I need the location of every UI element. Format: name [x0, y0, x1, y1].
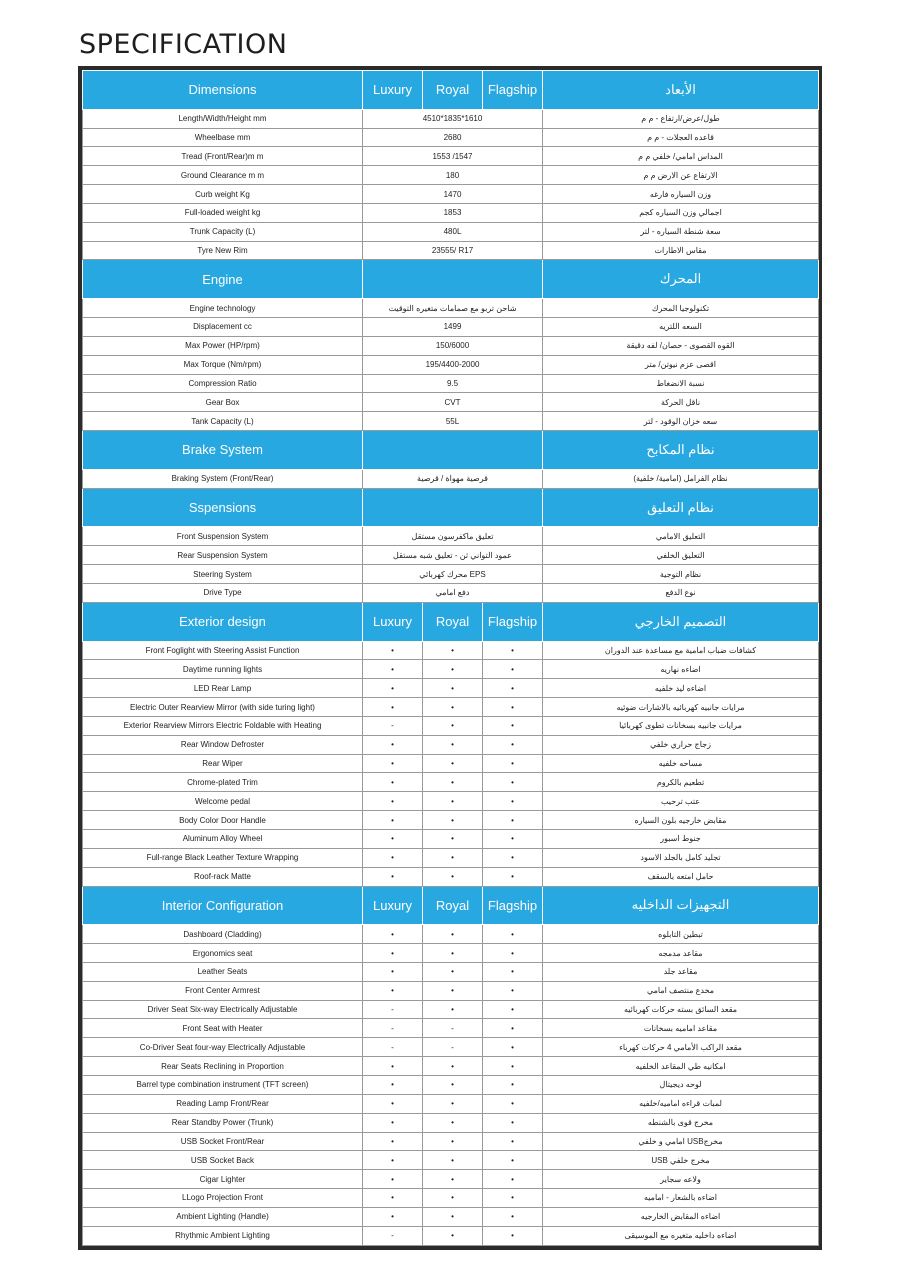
- availability-mark-royal: •: [423, 679, 483, 698]
- availability-mark-royal: •: [423, 1113, 483, 1132]
- spec-label-en: LLogo Projection Front: [83, 1189, 363, 1208]
- availability-mark-royal: -: [423, 1019, 483, 1038]
- availability-mark-flagship: •: [483, 679, 543, 698]
- spec-label-ar: زجاج حراري خلفي: [543, 735, 819, 754]
- availability-mark-royal: •: [423, 848, 483, 867]
- spec-label-ar: القوه القصوى - حصان/ لفه دقيقة: [543, 336, 819, 355]
- spec-label-en: Ambient Lighting (Handle): [83, 1207, 363, 1226]
- spec-label-en: USB Socket Back: [83, 1151, 363, 1170]
- section-title-ar: التصميم الخارجي: [543, 602, 819, 641]
- spec-row: [83, 1000, 819, 1019]
- availability-mark-luxury: •: [363, 1094, 423, 1113]
- availability-mark-luxury: •: [363, 1057, 423, 1076]
- spec-row: [83, 299, 819, 318]
- availability-mark-royal: •: [423, 716, 483, 735]
- availability-mark-royal: •: [423, 981, 483, 1000]
- availability-mark-royal: •: [423, 962, 483, 981]
- availability-mark-royal: -: [423, 1038, 483, 1057]
- spec-label-en: Reading Lamp Front/Rear: [83, 1094, 363, 1113]
- spec-label-ar: ولاعه سجاير: [543, 1170, 819, 1189]
- spec-row: [83, 1038, 819, 1057]
- spec-label-en: Rear Wiper: [83, 754, 363, 773]
- spec-label-ar: تطعيم بالكروم: [543, 773, 819, 792]
- spec-label-en: Daytime running lights: [83, 660, 363, 679]
- spec-label-en: Wheelbase mm: [83, 128, 363, 147]
- section-title-ar: نظام التعليق: [543, 488, 819, 527]
- availability-mark-royal: •: [423, 925, 483, 944]
- availability-mark-luxury: •: [363, 773, 423, 792]
- spec-label-en: Front Seat with Heater: [83, 1019, 363, 1038]
- spec-row: [83, 1094, 819, 1113]
- spec-label-ar: اضاءه داخليه متغيره مع الموسيقى: [543, 1226, 819, 1245]
- spec-label-ar: نظام التوجية: [543, 565, 819, 584]
- availability-mark-luxury: •: [363, 1132, 423, 1151]
- spec-row: [83, 811, 819, 830]
- spec-label-en: Rear Seats Reclining in Proportion: [83, 1057, 363, 1076]
- spec-label-en: Tread (Front/Rear)m m: [83, 147, 363, 166]
- spec-label-en: Front Foglight with Steering Assist Function: [83, 641, 363, 660]
- spec-row: [83, 318, 819, 337]
- spec-label-ar: ناقل الحركة: [543, 393, 819, 412]
- spec-label-ar: مخدع منتصف امامي: [543, 981, 819, 1000]
- spec-label-ar: سعه خزان الوقود - لتر: [543, 412, 819, 431]
- availability-mark-flagship: •: [483, 716, 543, 735]
- spec-label-en: Engine technology: [83, 299, 363, 318]
- availability-mark-luxury: •: [363, 925, 423, 944]
- availability-mark-luxury: -: [363, 1038, 423, 1057]
- spec-label-ar: اضاءه المقابض الخارجيه: [543, 1207, 819, 1226]
- availability-mark-flagship: •: [483, 1170, 543, 1189]
- spec-label-en: Front Center Armrest: [83, 981, 363, 1000]
- availability-mark-flagship: •: [483, 1038, 543, 1057]
- trim-label-royal: Royal: [423, 886, 483, 925]
- spec-row: [83, 1151, 819, 1170]
- spec-label-ar: مقاعد مدمجه: [543, 944, 819, 963]
- availability-mark-flagship: •: [483, 944, 543, 963]
- availability-mark-flagship: •: [483, 1019, 543, 1038]
- availability-mark-flagship: •: [483, 1132, 543, 1151]
- availability-mark-royal: •: [423, 735, 483, 754]
- spec-label-en: Driver Seat Six-way Electrically Adjustable: [83, 1000, 363, 1019]
- availability-mark-royal: •: [423, 1076, 483, 1095]
- spec-value: شاحن تربو مع صمامات متغيره التوقيت: [363, 299, 543, 318]
- trim-header-empty: [363, 431, 543, 470]
- availability-mark-royal: •: [423, 1000, 483, 1019]
- spec-label-ar: لوحه ديجيتال: [543, 1076, 819, 1095]
- availability-mark-royal: •: [423, 773, 483, 792]
- spec-label-ar: المداس امامي/ خلفي م م: [543, 147, 819, 166]
- availability-mark-royal: •: [423, 792, 483, 811]
- section-title-en: Interior Configuration: [83, 886, 363, 925]
- spec-label-ar: عتب ترحيب: [543, 792, 819, 811]
- availability-mark-luxury: •: [363, 679, 423, 698]
- spec-label-ar: طول/عرض/ارتفاع - م م: [543, 109, 819, 128]
- spec-label-ar: التعليق الامامي: [543, 527, 819, 546]
- spec-row: [83, 1057, 819, 1076]
- availability-mark-flagship: •: [483, 754, 543, 773]
- availability-mark-royal: •: [423, 1057, 483, 1076]
- spec-label-ar: سعة شنطة السياره - لتر: [543, 222, 819, 241]
- spec-row: [83, 867, 819, 886]
- spec-label-en: Curb weight Kg: [83, 185, 363, 204]
- spec-label-en: Rhythmic Ambient Lighting: [83, 1226, 363, 1245]
- spec-label-en: Rear Window Defroster: [83, 735, 363, 754]
- spec-label-ar: مقاس الاطارات: [543, 241, 819, 260]
- spec-label-en: Front Suspension System: [83, 527, 363, 546]
- spec-label-en: Leather Seats: [83, 962, 363, 981]
- availability-mark-royal: •: [423, 1151, 483, 1170]
- availability-mark-luxury: •: [363, 867, 423, 886]
- specification-table: [82, 70, 819, 1246]
- availability-mark-flagship: •: [483, 792, 543, 811]
- trim-label-flagship: Flagship: [483, 886, 543, 925]
- spec-value: 9.5: [363, 374, 543, 393]
- availability-mark-flagship: •: [483, 981, 543, 1000]
- spec-row: [83, 565, 819, 584]
- availability-mark-royal: •: [423, 698, 483, 717]
- availability-mark-flagship: •: [483, 1207, 543, 1226]
- spec-row: [83, 698, 819, 717]
- availability-mark-flagship: •: [483, 773, 543, 792]
- trim-header-empty: [363, 488, 543, 527]
- availability-mark-flagship: •: [483, 1000, 543, 1019]
- spec-label-ar: جنوط اسبور: [543, 829, 819, 848]
- spec-label-ar: اضاءه بالشعار - اماميه: [543, 1189, 819, 1208]
- spec-label-ar: كشافات ضباب امامية مع مساعدة عند الدوران: [543, 641, 819, 660]
- spec-label-ar: مخرج خلفي USB: [543, 1151, 819, 1170]
- spec-label-ar: الارتفاع عن الارض م م: [543, 166, 819, 185]
- availability-mark-royal: •: [423, 1226, 483, 1245]
- spec-label-ar: مقاعد جلد: [543, 962, 819, 981]
- spec-label-en: Co-Driver Seat four-way Electrically Adjustable: [83, 1038, 363, 1057]
- availability-mark-flagship: •: [483, 829, 543, 848]
- availability-mark-luxury: •: [363, 944, 423, 963]
- availability-mark-luxury: •: [363, 735, 423, 754]
- section-title-ar: التجهيزات الداخليه: [543, 886, 819, 925]
- spec-label-ar: تجليد كامل بالجلد الاسود: [543, 848, 819, 867]
- availability-mark-royal: •: [423, 660, 483, 679]
- availability-mark-luxury: •: [363, 1151, 423, 1170]
- availability-mark-royal: •: [423, 641, 483, 660]
- spec-label-ar: امكانيه طي المقاعد الخلفيه: [543, 1057, 819, 1076]
- availability-mark-flagship: •: [483, 1189, 543, 1208]
- availability-mark-luxury: •: [363, 848, 423, 867]
- section-title-en: Exterior design: [83, 602, 363, 641]
- section-header-row: [83, 71, 819, 110]
- spec-label-ar: مقعد السائق بسته حركات كهربائيه: [543, 1000, 819, 1019]
- spec-row: [83, 109, 819, 128]
- availability-mark-luxury: •: [363, 698, 423, 717]
- spec-row: [83, 792, 819, 811]
- availability-mark-flagship: •: [483, 641, 543, 660]
- availability-mark-luxury: •: [363, 1189, 423, 1208]
- spec-row: [83, 754, 819, 773]
- spec-row: [83, 944, 819, 963]
- spec-row: [83, 393, 819, 412]
- spec-label-en: Steering System: [83, 565, 363, 584]
- availability-mark-royal: •: [423, 1094, 483, 1113]
- spec-value: 2680: [363, 128, 543, 147]
- trim-label-flagship: Flagship: [483, 71, 543, 110]
- spec-label-ar: اضاءه ليد خلفيه: [543, 679, 819, 698]
- spec-label-ar: تبطين التابلوه: [543, 925, 819, 944]
- spec-value: 4510*1835*1610: [363, 109, 543, 128]
- availability-mark-flagship: •: [483, 962, 543, 981]
- spec-label-en: Chrome-plated Trim: [83, 773, 363, 792]
- spec-label-en: Barrel type combination instrument (TFT screen): [83, 1076, 363, 1095]
- spec-row: [83, 583, 819, 602]
- section-header-row: [83, 260, 819, 299]
- spec-label-en: Rear Suspension System: [83, 546, 363, 565]
- availability-mark-flagship: •: [483, 848, 543, 867]
- spec-label-en: LED Rear Lamp: [83, 679, 363, 698]
- section-title-en: Sspensions: [83, 488, 363, 527]
- spec-row: [83, 962, 819, 981]
- availability-mark-royal: •: [423, 754, 483, 773]
- spec-label-ar: لمبات قراءه اماميه/خلفيه: [543, 1094, 819, 1113]
- spec-label-ar: تكنولوجيا المحرك: [543, 299, 819, 318]
- spec-label-en: Body Color Door Handle: [83, 811, 363, 830]
- trim-label-royal: Royal: [423, 71, 483, 110]
- availability-mark-royal: •: [423, 944, 483, 963]
- availability-mark-flagship: •: [483, 1113, 543, 1132]
- spec-row: [83, 848, 819, 867]
- spec-label-ar: التعليق الخلفي: [543, 546, 819, 565]
- trim-label-luxury: Luxury: [363, 886, 423, 925]
- spec-value: 23555/ R17: [363, 241, 543, 260]
- spec-label-en: USB Socket Front/Rear: [83, 1132, 363, 1151]
- spec-row: [83, 527, 819, 546]
- spec-row: [83, 222, 819, 241]
- spec-row: [83, 660, 819, 679]
- section-header-row: [83, 886, 819, 925]
- specification-table-frame: [78, 66, 822, 1250]
- specification-table-body: [83, 71, 819, 1246]
- spec-label-en: Gear Box: [83, 393, 363, 412]
- spec-label-ar: مقعد الراكب الأمامي 4 حركات كهرباء: [543, 1038, 819, 1057]
- trim-label-royal: Royal: [423, 602, 483, 641]
- availability-mark-flagship: •: [483, 867, 543, 886]
- spec-row: [83, 185, 819, 204]
- spec-row: [83, 1113, 819, 1132]
- spec-value: قرصية مهواة / قرصية: [363, 469, 543, 488]
- spec-label-ar: نظام الفرامل (امامية/ خلفية): [543, 469, 819, 488]
- spec-value: 1853: [363, 203, 543, 222]
- spec-row: [83, 469, 819, 488]
- spec-label-ar: مساحه خلفيه: [543, 754, 819, 773]
- spec-label-en: Max Torque (Nm/rpm): [83, 355, 363, 374]
- availability-mark-luxury: -: [363, 1226, 423, 1245]
- section-header-row: [83, 488, 819, 527]
- spec-label-en: Exterior Rearview Mirrors Electric Foldable with Heating: [83, 716, 363, 735]
- spec-row: [83, 1076, 819, 1095]
- spec-label-en: Electric Outer Rearview Mirror (with side turing light): [83, 698, 363, 717]
- spec-row: [83, 1132, 819, 1151]
- spec-label-ar: مرايات جانبيه كهربائيه بالاشارات ضوئيه: [543, 698, 819, 717]
- availability-mark-luxury: •: [363, 962, 423, 981]
- spec-row: [83, 412, 819, 431]
- spec-label-en: Max Power (HP/rpm): [83, 336, 363, 355]
- spec-row: [83, 1226, 819, 1245]
- spec-label-en: Rear Standby Power (Trunk): [83, 1113, 363, 1132]
- spec-value: 195/4400-2000: [363, 355, 543, 374]
- availability-mark-luxury: •: [363, 754, 423, 773]
- spec-row: [83, 641, 819, 660]
- spec-row: [83, 1189, 819, 1208]
- spec-label-en: Compression Ratio: [83, 374, 363, 393]
- availability-mark-flagship: •: [483, 1094, 543, 1113]
- spec-row: [83, 374, 819, 393]
- availability-mark-luxury: •: [363, 660, 423, 679]
- spec-label-ar: حامل امتعه بالسقف: [543, 867, 819, 886]
- spec-label-ar: السعه اللتريه: [543, 318, 819, 337]
- section-title-ar: نظام المكابح: [543, 431, 819, 470]
- spec-label-en: Drive Type: [83, 583, 363, 602]
- availability-mark-luxury: •: [363, 1113, 423, 1132]
- spec-value: 1553 /1547: [363, 147, 543, 166]
- availability-mark-luxury: •: [363, 641, 423, 660]
- availability-mark-flagship: •: [483, 1057, 543, 1076]
- page-title: SPECIFICATION: [79, 29, 288, 60]
- spec-value: EPS محرك كهربائي: [363, 565, 543, 584]
- availability-mark-flagship: •: [483, 698, 543, 717]
- spec-value: 1470: [363, 185, 543, 204]
- availability-mark-royal: •: [423, 829, 483, 848]
- spec-value: 1499: [363, 318, 543, 337]
- spec-label-ar: نوع الدفع: [543, 583, 819, 602]
- availability-mark-luxury: -: [363, 1019, 423, 1038]
- availability-mark-flagship: •: [483, 1076, 543, 1095]
- availability-mark-royal: •: [423, 1189, 483, 1208]
- spec-label-en: Cigar Lighter: [83, 1170, 363, 1189]
- availability-mark-luxury: -: [363, 716, 423, 735]
- trim-label-luxury: Luxury: [363, 602, 423, 641]
- spec-label-ar: قاعده العجلات - م م: [543, 128, 819, 147]
- spec-row: [83, 128, 819, 147]
- section-title-en: Brake System: [83, 431, 363, 470]
- availability-mark-flagship: •: [483, 1226, 543, 1245]
- spec-value: CVT: [363, 393, 543, 412]
- spec-row: [83, 679, 819, 698]
- spec-label-en: Full-loaded weight kg: [83, 203, 363, 222]
- spec-value: 480L: [363, 222, 543, 241]
- spec-row: [83, 546, 819, 565]
- spec-row: [83, 203, 819, 222]
- availability-mark-royal: •: [423, 1132, 483, 1151]
- availability-mark-luxury: •: [363, 811, 423, 830]
- spec-value: تعليق ماكفرسون مستقل: [363, 527, 543, 546]
- spec-row: [83, 1207, 819, 1226]
- spec-row: [83, 1170, 819, 1189]
- spec-label-ar: مقابض خارجيه بلون السياره: [543, 811, 819, 830]
- spec-label-ar: مرايات جانبيه بسخانات تطوى كهربائيا: [543, 716, 819, 735]
- availability-mark-luxury: •: [363, 1207, 423, 1226]
- availability-mark-luxury: •: [363, 1076, 423, 1095]
- spec-label-en: Tank Capacity (L): [83, 412, 363, 431]
- spec-label-en: Braking System (Front/Rear): [83, 469, 363, 488]
- spec-value: عمود التواني ثن - تعليق شبه مستقل: [363, 546, 543, 565]
- spec-label-en: Welcome pedal: [83, 792, 363, 811]
- spec-label-en: Ergonomics seat: [83, 944, 363, 963]
- section-title-en: Engine: [83, 260, 363, 299]
- spec-label-en: Displacement cc: [83, 318, 363, 337]
- availability-mark-flagship: •: [483, 925, 543, 944]
- availability-mark-flagship: •: [483, 660, 543, 679]
- availability-mark-luxury: •: [363, 829, 423, 848]
- spec-row: [83, 773, 819, 792]
- spec-label-ar: مقاعد اماميه بسخانات: [543, 1019, 819, 1038]
- spec-label-ar: اضاءه نهاريه: [543, 660, 819, 679]
- availability-mark-royal: •: [423, 1170, 483, 1189]
- spec-label-en: Trunk Capacity (L): [83, 222, 363, 241]
- availability-mark-royal: •: [423, 1207, 483, 1226]
- spec-label-ar: نسبة الانضغاط: [543, 374, 819, 393]
- spec-row: [83, 336, 819, 355]
- spec-value: 180: [363, 166, 543, 185]
- spec-value: 150/6000: [363, 336, 543, 355]
- spec-label-ar: مخرجUSB امامي و خلفي: [543, 1132, 819, 1151]
- spec-row: [83, 735, 819, 754]
- spec-row: [83, 829, 819, 848]
- spec-row: [83, 925, 819, 944]
- trim-label-luxury: Luxury: [363, 71, 423, 110]
- availability-mark-luxury: •: [363, 792, 423, 811]
- spec-label-en: Ground Clearance m m: [83, 166, 363, 185]
- spec-label-en: Length/Width/Height mm: [83, 109, 363, 128]
- availability-mark-luxury: •: [363, 981, 423, 1000]
- spec-label-ar: اجمالي وزن السياره كجم: [543, 203, 819, 222]
- availability-mark-royal: •: [423, 811, 483, 830]
- section-header-row: [83, 431, 819, 470]
- trim-label-flagship: Flagship: [483, 602, 543, 641]
- spec-row: [83, 1019, 819, 1038]
- spec-row: [83, 147, 819, 166]
- trim-header-empty: [363, 260, 543, 299]
- spec-row: [83, 355, 819, 374]
- spec-label-en: Tyre New Rim: [83, 241, 363, 260]
- section-title-ar: الأبعاد: [543, 71, 819, 110]
- availability-mark-flagship: •: [483, 1151, 543, 1170]
- spec-label-ar: مخرج قوى بالشنطه: [543, 1113, 819, 1132]
- availability-mark-flagship: •: [483, 735, 543, 754]
- spec-label-en: Aluminum Alloy Wheel: [83, 829, 363, 848]
- section-title-en: Dimensions: [83, 71, 363, 110]
- availability-mark-flagship: •: [483, 811, 543, 830]
- spec-label-en: Roof-rack Matte: [83, 867, 363, 886]
- spec-label-ar: اقصى عزم نيوتن/ متر: [543, 355, 819, 374]
- section-title-ar: المحرك: [543, 260, 819, 299]
- spec-label-en: Full-range Black Leather Texture Wrapping: [83, 848, 363, 867]
- spec-value: دفع امامي: [363, 583, 543, 602]
- spec-value: 55L: [363, 412, 543, 431]
- section-header-row: [83, 602, 819, 641]
- availability-mark-luxury: •: [363, 1170, 423, 1189]
- spec-row: [83, 241, 819, 260]
- availability-mark-luxury: -: [363, 1000, 423, 1019]
- spec-label-en: Dashboard (Cladding): [83, 925, 363, 944]
- spec-row: [83, 716, 819, 735]
- availability-mark-royal: •: [423, 867, 483, 886]
- spec-row: [83, 981, 819, 1000]
- spec-label-ar: وزن السياره فارغه: [543, 185, 819, 204]
- spec-row: [83, 166, 819, 185]
